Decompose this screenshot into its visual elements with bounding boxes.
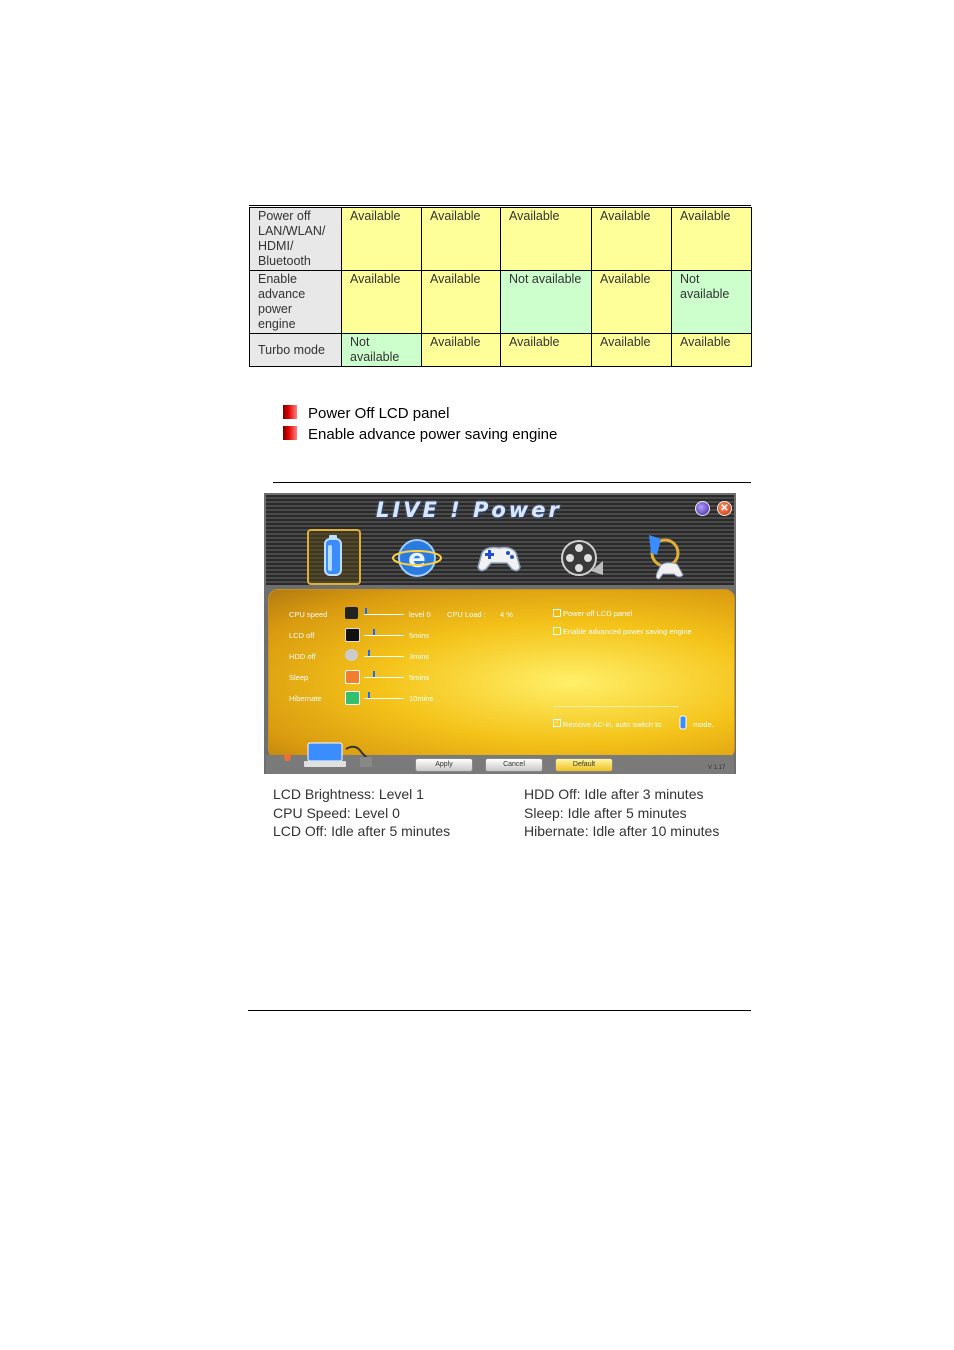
setting-value: 3mins bbox=[409, 652, 430, 661]
slider-handle[interactable] bbox=[373, 671, 375, 677]
power-off-lcd-checkbox[interactable] bbox=[553, 609, 561, 617]
sleep-icon bbox=[345, 670, 360, 684]
setting-label: Hibernate bbox=[289, 694, 322, 703]
red-bullet-icon bbox=[283, 405, 297, 419]
mode-summary-right bbox=[524, 785, 719, 841]
summary-line: HDD Off: Idle after 3 minutes bbox=[524, 786, 704, 802]
battery-mode-mini-icon bbox=[676, 714, 690, 730]
table-cell: Not available bbox=[501, 271, 592, 334]
cpu-load-value: 4 % bbox=[500, 610, 513, 619]
cpu-speed-slider[interactable] bbox=[364, 614, 404, 615]
table-cell: Available bbox=[501, 208, 592, 271]
option-label: Enable advanced power saving engine bbox=[563, 627, 692, 636]
advanced-power-engine-checkbox[interactable] bbox=[553, 627, 561, 635]
table-cell: Available bbox=[672, 208, 752, 271]
table-cell: Available bbox=[592, 208, 672, 271]
slider-handle[interactable] bbox=[365, 608, 367, 614]
laptop-plug-icon bbox=[304, 739, 376, 771]
default-button[interactable]: Default bbox=[555, 758, 613, 772]
minimize-button[interactable] bbox=[695, 501, 710, 516]
table-cell: Not available bbox=[342, 334, 422, 367]
settings-panel bbox=[268, 589, 735, 759]
version-label: V 1.17 bbox=[708, 765, 726, 771]
table-row bbox=[250, 334, 752, 367]
setting-value: 10mins bbox=[409, 694, 434, 703]
mode-summary-left bbox=[273, 785, 450, 841]
status-dot-icon bbox=[284, 754, 291, 761]
table-cell: Available bbox=[422, 208, 501, 271]
slider-handle[interactable] bbox=[368, 692, 370, 698]
live-power-window bbox=[264, 493, 736, 774]
setting-value: level 0 bbox=[409, 610, 431, 619]
page-bottom-rule bbox=[248, 1010, 751, 1011]
table-cell: Available bbox=[592, 334, 672, 367]
slider-handle[interactable] bbox=[373, 629, 375, 635]
table-top-rule bbox=[249, 205, 751, 206]
battery-mode-icon[interactable] bbox=[308, 531, 358, 581]
summary-line: LCD Off: Idle after 5 minutes bbox=[273, 823, 451, 839]
movie-mode-icon[interactable] bbox=[557, 531, 607, 581]
table-cell: Available bbox=[501, 334, 592, 367]
summary-line: CPU Speed: Level 0 bbox=[273, 804, 400, 821]
ac-switch-label: Remove AC-in, auto switch to bbox=[563, 720, 662, 729]
table-row bbox=[250, 271, 752, 334]
table-cell: Available bbox=[342, 208, 422, 271]
red-bullet-icon bbox=[283, 426, 297, 440]
hdd-icon bbox=[345, 649, 358, 661]
setting-label: Sleep bbox=[289, 673, 309, 682]
feature-availability-table bbox=[249, 207, 752, 367]
setting-label: HDD off bbox=[289, 652, 316, 661]
monitor-icon bbox=[345, 628, 360, 642]
hdd-off-slider[interactable] bbox=[364, 656, 404, 657]
table-cell: Not available bbox=[672, 271, 752, 334]
cancel-button[interactable]: Cancel bbox=[485, 758, 543, 772]
mode-header bbox=[266, 495, 734, 585]
app-title: LIVE ! Power bbox=[376, 498, 562, 522]
setting-label: CPU speed bbox=[289, 610, 328, 619]
lcd-off-slider[interactable] bbox=[364, 635, 404, 636]
section-rule bbox=[273, 482, 751, 483]
slider-handle[interactable] bbox=[368, 650, 370, 656]
table-cell: Available bbox=[592, 271, 672, 334]
apply-button[interactable]: Apply bbox=[415, 758, 473, 772]
sleep-slider[interactable] bbox=[364, 677, 404, 678]
table-row bbox=[250, 208, 752, 271]
setting-value: 5mins bbox=[409, 673, 430, 682]
auto-switch-checkbox[interactable]: ✓ bbox=[554, 720, 560, 726]
table-cell: Available bbox=[422, 334, 501, 367]
cpu-icon bbox=[345, 607, 358, 619]
divider bbox=[553, 706, 679, 707]
setting-label: LCD off bbox=[289, 631, 315, 640]
hibernate-slider[interactable] bbox=[364, 698, 404, 699]
bullet-item: Power Off LCD panel bbox=[283, 405, 449, 422]
setting-value: 5mins bbox=[409, 631, 430, 640]
table-cell: Available bbox=[672, 334, 752, 367]
row-label: Power off LAN/WLAN/ HDMI/ Bluetooth bbox=[250, 208, 342, 271]
cpu-load-label: CPU Load : bbox=[447, 610, 486, 619]
row-label: Enable advance power engine bbox=[250, 271, 342, 334]
custom-mode-icon[interactable] bbox=[639, 531, 689, 581]
table-cell: Available bbox=[342, 271, 422, 334]
internet-mode-icon[interactable] bbox=[392, 531, 442, 581]
row-label: Turbo mode bbox=[250, 334, 342, 367]
summary-line: Hibernate: Idle after 10 minutes bbox=[524, 823, 720, 839]
ac-switch-suffix: mode. bbox=[693, 720, 714, 729]
summary-line: LCD Brightness: Level 1 bbox=[273, 786, 424, 802]
close-button[interactable]: ✕ bbox=[717, 501, 732, 516]
option-label: Power off LCD panel bbox=[563, 609, 633, 618]
table-cell: Available bbox=[422, 271, 501, 334]
bullet-item: Enable advance power saving engine bbox=[283, 426, 557, 443]
hibernate-icon bbox=[345, 691, 360, 705]
svg-text:e: e bbox=[408, 544, 426, 574]
game-mode-icon[interactable] bbox=[474, 531, 524, 581]
summary-line: Sleep: Idle after 5 minutes bbox=[524, 804, 687, 821]
